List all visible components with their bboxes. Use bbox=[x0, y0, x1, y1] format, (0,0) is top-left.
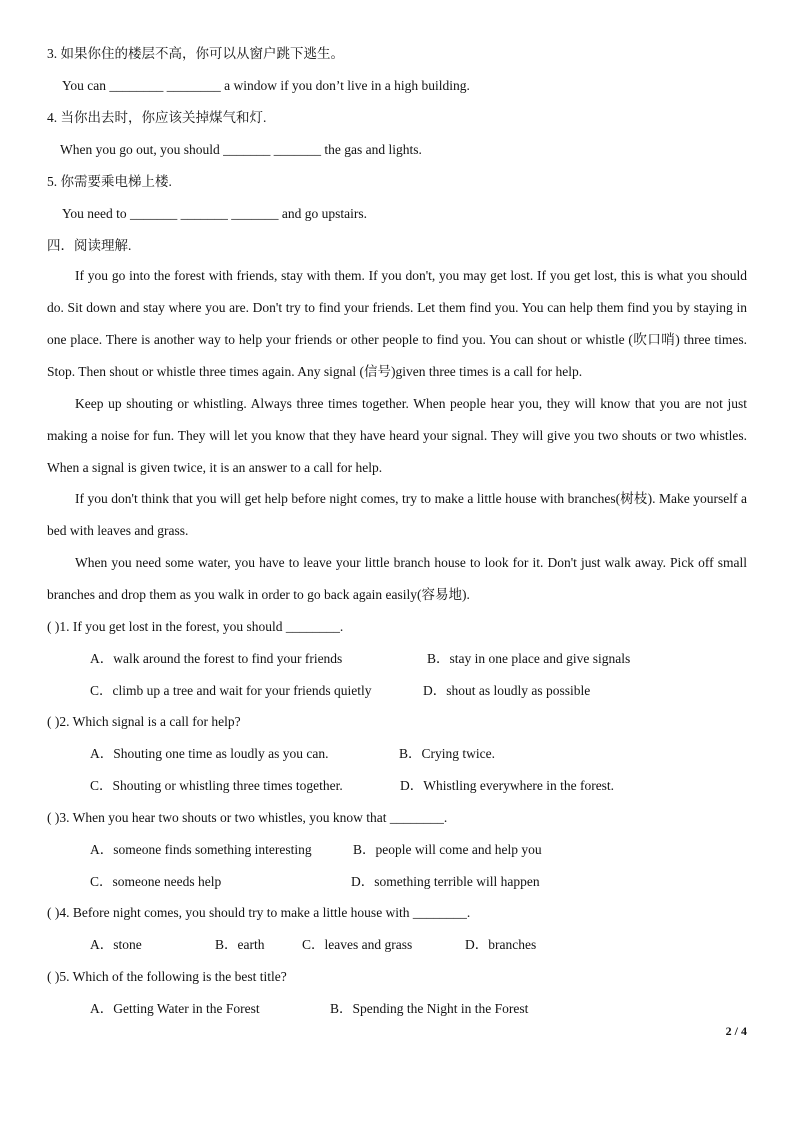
question-3-stem: ( )3. When you hear two shouts or two whistles, you know that ________. bbox=[47, 810, 448, 825]
item-4-chinese: 4. 当你出去时，你应该关掉煤气和灯. bbox=[47, 110, 267, 125]
item-5-english: You need to _______ _______ _______ and go upstairs. bbox=[62, 206, 367, 221]
q1-option-b: B．stay in one place and give signals bbox=[427, 651, 631, 666]
page-number: 2 / 4 bbox=[725, 1024, 747, 1038]
item-4-english: When you go out, you should _______ _______ the gas and lights. bbox=[60, 142, 422, 157]
item-5-chinese: 5. 你需要乘电梯上楼. bbox=[47, 174, 172, 189]
q5-option-b: B．Spending the Night in the Forest bbox=[330, 1001, 529, 1016]
q4-option-a: A．stone bbox=[90, 937, 142, 952]
item-3-chinese: 3. 如果你住的楼层不高，你可以从窗户跳下逃生。 bbox=[47, 46, 344, 61]
passage-paragraph-1: If you go into the forest with friends, stay with them. If you don't, you may get lost. If you get lost, this is what you should do. Sit down and stay where you are. Don't try to find your friends. Let them find you. You can help them find you by staying in one place. There is another way to help your friends or other people to find you. You can shout or whistle (吹口哨) three times. Stop. Then shout or whistle three times again. Any signal (信号)given three times is a call for help. bbox=[47, 268, 747, 379]
q4-option-c: C．leaves and grass bbox=[302, 937, 413, 952]
q2-option-b: B．Crying twice. bbox=[399, 746, 495, 761]
q3-option-c: C．someone needs help bbox=[90, 874, 222, 889]
q4-option-b: B．earth bbox=[215, 937, 265, 952]
item-3-english: You can ________ ________ a window if you don’t live in a high building. bbox=[62, 78, 470, 93]
passage-paragraph-2: Keep up shouting or whistling. Always three times together. When people hear you, they will know that you are not just making a noise for fun. They will let you know that they have heard your signal. They will give you two shouts or two whistles. When a signal is given twice, it is an answer to a call for help. bbox=[47, 396, 747, 475]
q2-option-d: D．Whistling everywhere in the forest. bbox=[400, 778, 615, 793]
q1-option-a: A．walk around the forest to find your friends bbox=[90, 651, 343, 666]
q4-option-d: D．branches bbox=[465, 937, 537, 952]
question-1-stem: ( )1. If you get lost in the forest, you should ________. bbox=[47, 619, 344, 634]
q2-option-c: C．Shouting or whistling three times together. bbox=[90, 778, 343, 793]
q3-option-d: D．something terrible will happen bbox=[351, 874, 540, 889]
q3-option-a: A．someone finds something interesting bbox=[90, 842, 312, 857]
q1-option-c: C．climb up a tree and wait for your friends quietly bbox=[90, 683, 372, 698]
question-4-stem: ( )4. Before night comes, you should try to make a little house with ________. bbox=[47, 905, 471, 920]
q3-option-b: B．people will come and help you bbox=[353, 842, 542, 857]
question-2-stem: ( )2. Which signal is a call for help? bbox=[47, 714, 241, 729]
question-5-stem: ( )5. Which of the following is the best title? bbox=[47, 969, 287, 984]
q1-option-d: D．shout as loudly as possible bbox=[423, 683, 591, 698]
passage-paragraph-3: If you don't think that you will get help before night comes, try to make a little house with branches(树枝). Make yourself a bed with leaves and grass. bbox=[47, 491, 747, 538]
section-title: 四．阅读理解. bbox=[47, 238, 132, 253]
q5-option-a: A．Getting Water in the Forest bbox=[90, 1001, 260, 1016]
passage-paragraph-4: When you need some water, you have to leave your little branch house to look for it. Don't just walk away. Pick off small branches and drop them as you walk in order to go back again easily(容易地). bbox=[47, 555, 747, 602]
q2-option-a: A．Shouting one time as loudly as you can. bbox=[90, 746, 329, 761]
